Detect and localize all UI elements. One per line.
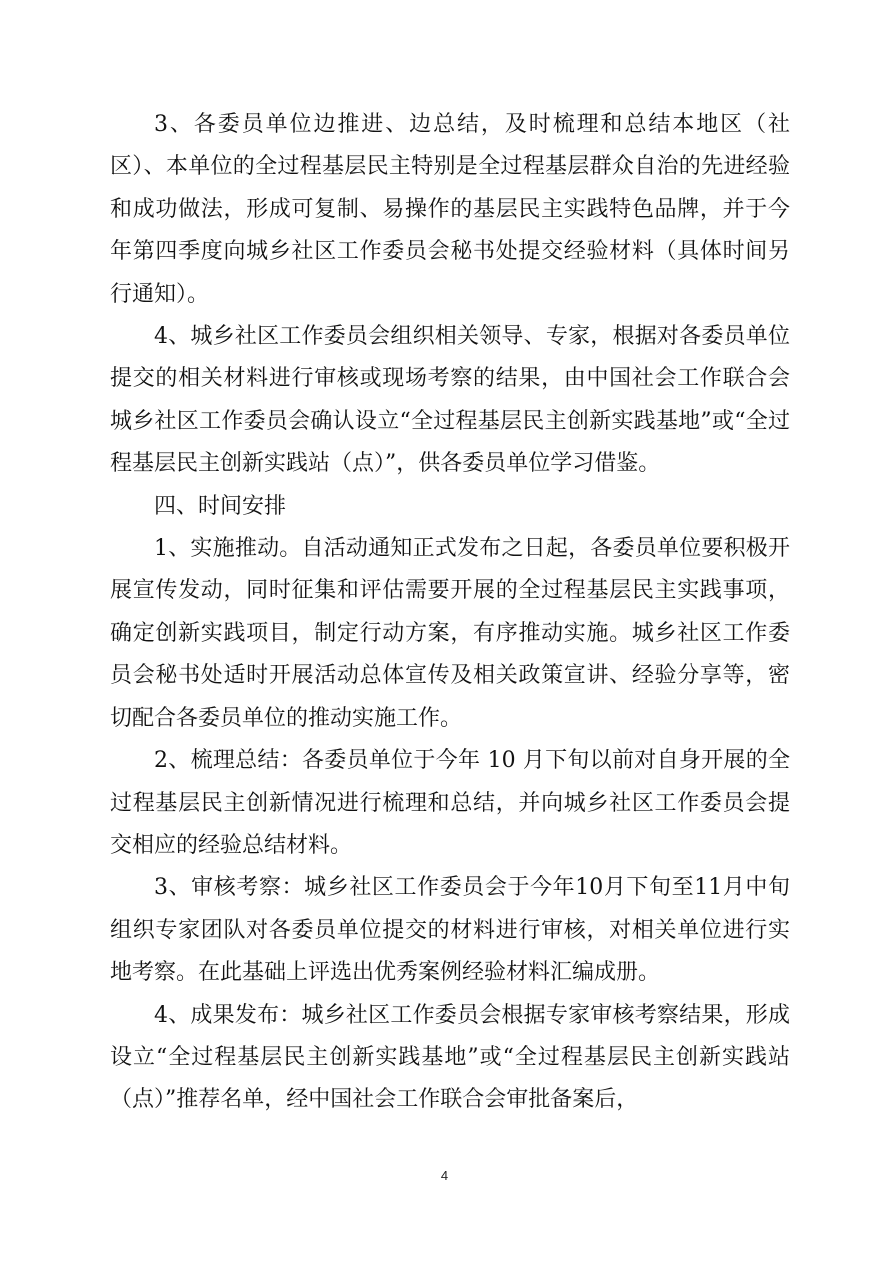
document-body <box>110 104 790 1122</box>
schedule-item-release: 4、成果发布：城乡社区工作委员会根据专家审核考察结果，形成设立“全过程基层民主创新实践基地”或“全过程基层民主创新实践站（点）”推荐名单，经中国社会工作联合会审批备案后， <box>110 1002 790 1113</box>
page-number: 4 <box>440 1168 449 1183</box>
schedule-item-summary: 2、梳理总结：各委员单位于今年 10 月下旬以前对自身开展的全过程基层民主创新情况进行梳理和总结，并向城乡社区工作委员会提交相应的经验总结材料。 <box>110 748 790 858</box>
schedule-item-implementation: 1、实施推动。自活动通知正式发布之日起，各委员单位要积极开展宣传发动，同时征集和评估需要开展的全过程基层民主实践事项，确定创新实践项目，制定行动方案，有序推动实施。城乡社区工作委员会秘书处适时开展活动总体宣传及相关政策宣讲、经验分享等，密切配合各委员单位的推动实施工作。 <box>110 536 790 731</box>
paragraph-item-4: 4、城乡社区工作委员会组织相关领导、专家，根据对各委员单位提交的相关材料进行审核或现场考察的结果，由中国社会工作联合会城乡社区工作委员会确认设立“全过程基层民主创新实践基地”或“全过程基层民主创新实践站（点）”，供各委员单位学习借鉴。 <box>110 324 790 477</box>
schedule-item-review: 3、审核考察：城乡社区工作委员会于今年10月下旬至11月中旬组织专家团队对各委员单位提交的材料进行审核，对相关单位进行实地考察。在此基础上评选出优秀案例经验材料汇编成册。 <box>110 875 790 986</box>
paragraph-item-3: 3、各委员单位边推进、边总结，及时梳理和总结本地区（社区）、本单位的全过程基层民主特别是全过程基层群众自治的先进经验和成功做法，形成可复制、易操作的基层民主实践特色品牌，并于今年第四季度向城乡社区工作委员会秘书处提交经验材料（具体时间另行通知）。 <box>110 112 790 307</box>
section-heading: 四、时间安排 <box>154 493 287 519</box>
